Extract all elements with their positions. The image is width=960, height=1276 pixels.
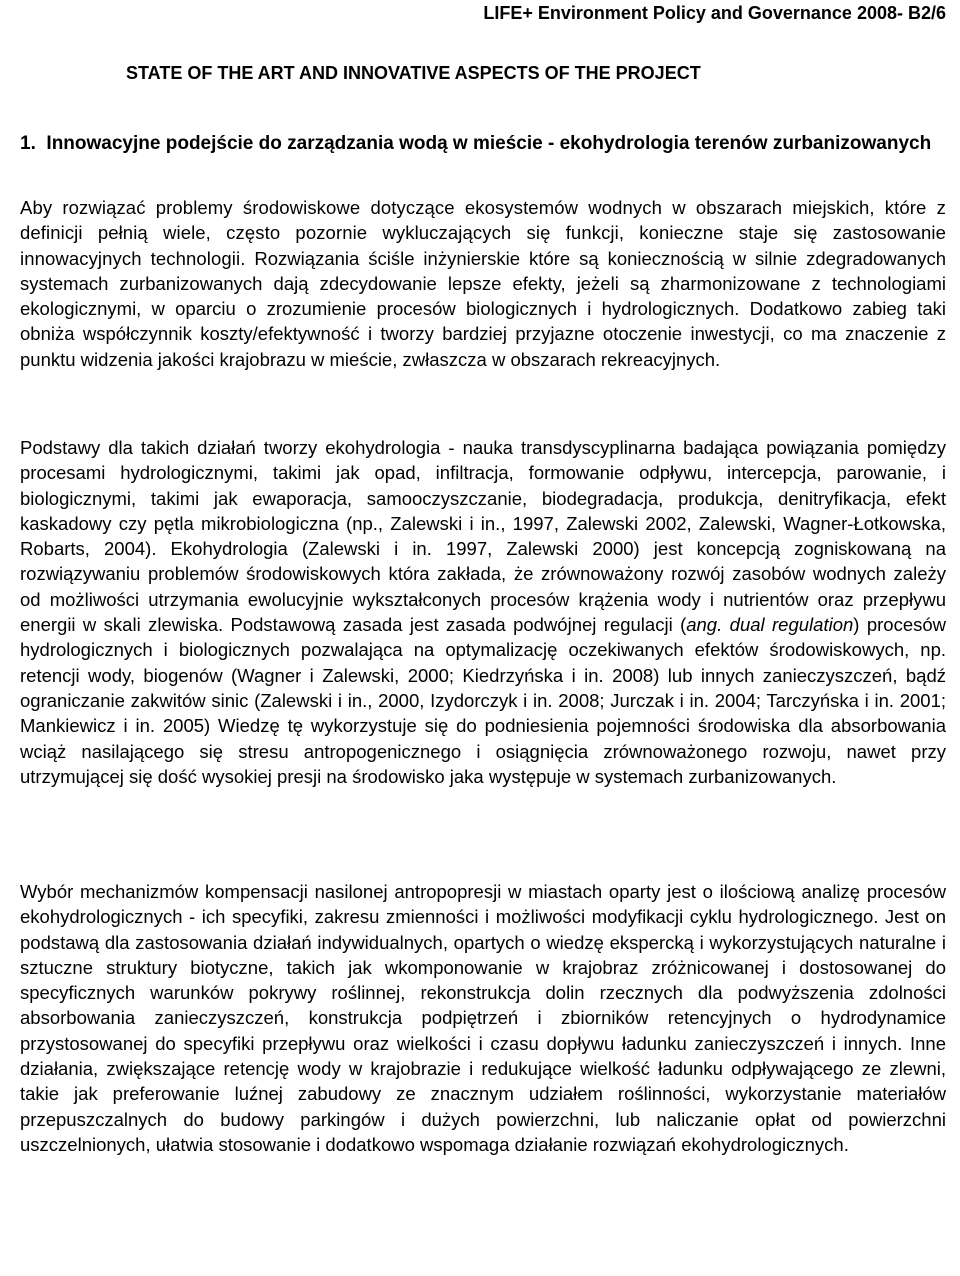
paragraph-2 xyxy=(20,435,946,789)
paragraph-1-part-b: Rozwiązania ściśle inżynierskie które są koniecznością w silnie zdegradowanych systemach zurbanizowanych dają zdecydowanie lepsze efekty, jeżeli są zharmonizowane z technologiami ekologicznymi, w oparciu o zrozumienie procesów biologicznych i hydrologicznych. Dodatkowo zabieg taki obniża współczynnik koszty/efektywność i tworzy bardziej przyjazne otoczenie inwestycji, co ma znaczenie z punktu widzenia jakości krajobrazu w mieście, zwłaszcza w obszarach rekreacyjnych. xyxy=(20,247,946,370)
running-header: LIFE+ Environment Policy and Governance 2008- B2/6 xyxy=(483,3,946,23)
paragraph-2-space xyxy=(722,614,729,635)
paragraph-1-part-a: Aby rozwiązać problemy środowiskowe dotyczące ekosystemów wodnych w obszarach miejskich, które z definicji pełnią wiele, często pozornie wykluczających się funkcji, konieczne staje się zastosowanie innowacyjnych technologii. xyxy=(20,197,946,269)
paragraph-2-italic-term: dual regulation xyxy=(729,614,854,636)
heading-text: Innowacyjne podejście do zarządzania wodą w mieście - ekohydrologia terenów zurbanizowanych xyxy=(46,133,932,154)
paragraph-1 xyxy=(20,195,946,372)
heading-number: 1. xyxy=(20,133,36,154)
paragraph-2-part-b: ) procesów hydrologicznych i biologicznych pozwalająca na optymalizację oczekiwanych efektów środowiskowych, np. retencji wody, biogenów (Wagner i Zalewski, 2000; Kiedrzyńska i in. 2008) lub innych zanieczyszczeń, bądź ograniczanie zakwitów sinic (Zalewski i in., 2000, Izydorczyk i in. 2008; Jurczak i in. 2004; Tarczyńska i in. 2001; Mankiewicz i in. 2005) Wiedzę tę wykorzystuje się do podniesienia pojemności środowiska dla absorbowania wciąż nasilającego się stresu antropogenicznego i osiągnięcia zrównoważonego rozwoju, nawet przy utrzymującej się dość wysokiej presji na środowisko jaka występuje w systemach zurbanizowanych. xyxy=(20,614,947,787)
section-title: STATE OF THE ART AND INNOVATIVE ASPECTS OF THE PROJECT xyxy=(126,63,701,83)
paragraph-2-italic-abbrev: ang. xyxy=(686,614,723,636)
paragraph-2-part-a: Podstawy dla takich działań tworzy ekohydrologia - nauka transdyscyplinarna badająca powiązania pomiędzy procesami hydrologicznymi, takimi jak opad, infiltracja, formowanie odpływu, intercepcja, parowanie, i biologicznymi, takimi jak ewaporacja, samooczyszczanie, biodegradacja, produkcja, denitryfikacja, efekt kaskadowy czy pętla mikrobiologiczna (np., Zalewski i in., 1997, Zalewski 2002, Zalewski, Wagner-Łotkowska, Robarts, 2004). Ekohydrologia (Zalewski i in. 1997, Zalewski 2000) jest koncepcją zogniskowaną na rozwiązywaniu problemów środowiskowych która zakłada, że zrównoważony rozwój zasobów wodnych zależy od możliwości utrzymania ewolucyjnie wykształconych procesów krążenia wody i nutrientów oraz przepływu energii w skali zlewiska. Podstawową zasada jest zasada podwójnej regulacji ( xyxy=(20,437,946,636)
section-heading xyxy=(20,131,946,157)
paragraph-3: Wybór mechanizmów kompensacji nasilonej antropopresji w miastach oparty jest o ilościową analizę procesów ekohydrologicznych - ich specyfiki, zakresu zmienności i możliwości modyfikacji cyklu hydrologicznego. Jest on podstawą dla zastosowania działań indywidualnych, opartych o wiedzę ekspercką i wykorzystujących naturalne i sztuczne struktury biotyczne, takich jak wkomponowanie w krajobraz zróżnicowanej i dostosowanej do specyficznych warunków pokrywy roślinnej, rekonstrukcja dolin rzecznych dla podwyższenia zdolności absorbowania zanieczyszczeń, konstrukcja podpiętrzeń i zbiorników retencyjnych o hydrodynamice przystosowanej do specyfiki przepływu oraz wielkości i czasu dopływu ładunku zanieczyszczeń i innych. Inne działania, zwiększające retencję wody w krajobrazie i redukujące wielkość ładunku odpływającego ze zlewni, takie jak preferowanie luźnej zabudowy ze znacznym udziałem roślinności, wykorzystanie materiałów przepuszczalnych do budowy parkingów i dużych powierzchni, lub naliczanie opłat od powierzchni uszczelnionych, ułatwia stosowanie i dodatkowo wspomaga działanie rozwiązań ekohydrologicznych. xyxy=(20,881,946,1155)
